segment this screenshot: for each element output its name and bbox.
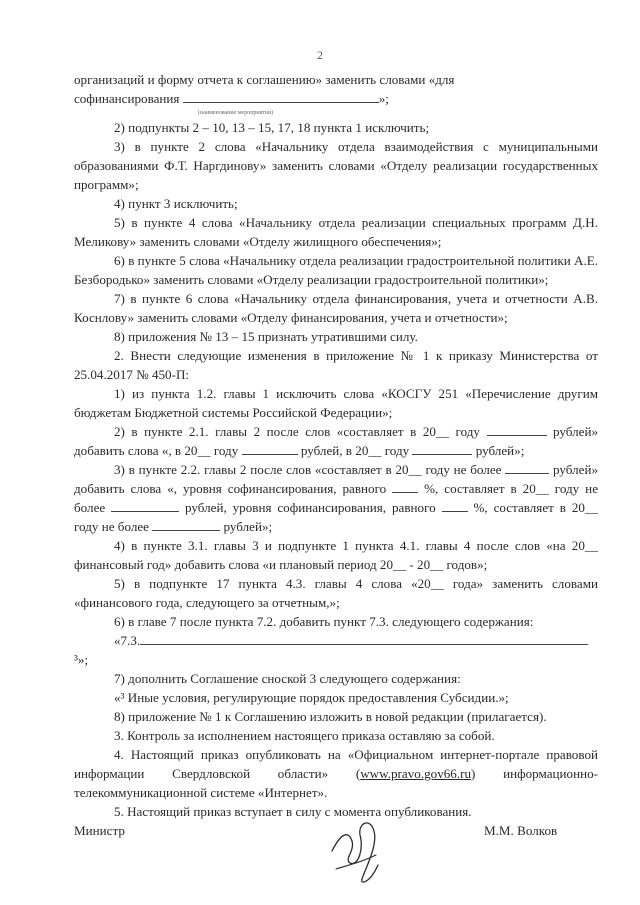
document-body [74, 70, 598, 821]
s2-item-6: 6) в главе 7 после пункта 7.2. добавить пункт 7.3. следующего содержания: [114, 614, 534, 629]
s2-item-2: 2) в пункте 2.1. главы 2 после слов «составляет в 20__ году рублей» добавить слова «, в 20__ году рублей, в 20__ году рублей»; [74, 424, 598, 458]
footnote-3: «³ Иные условия, регулирующие порядок предоставления Субсидии.»; [114, 690, 509, 705]
item-7: 7) в пункте 6 слова «Начальнику отдела финансирования, учета и отчетности А.В. Коснлову» заменить словами «Отделу финансирования, учета и отчетности»; [74, 291, 598, 325]
section-5: 5. Настоящий приказ вступает в силу с момента опубликования. [114, 804, 472, 819]
s2-item-6-text: «7.3.³»; [74, 631, 598, 669]
item-6: 6) в пункте 5 слова «Начальнику отдела реализации градостроительной политики А.Е. Безбородько» заменить словами «Отделу реализации градостроительной политики»; [74, 253, 598, 287]
blank-caption: (наименование мероприятия) [198, 110, 273, 116]
item-4: 4) пункт 3 исключить; [114, 196, 238, 211]
line-2: софинансирования »; [74, 91, 389, 106]
item-8: 8) приложения № 13 – 15 признать утратившими силу. [114, 329, 418, 344]
section-3: 3. Контроль за исполнением настоящего приказа оставляю за собой. [114, 728, 495, 743]
signatory-name: М.М. Волков [484, 823, 558, 838]
item-5: 5) в пункте 4 слова «Начальнику отдела реализации специальных программ Д.Н. Меликову» заменить словами «Отделу жилищного обеспечения»; [74, 215, 598, 249]
handwritten-signature [322, 805, 396, 889]
s2-item-8: 8) приложение № 1 к Соглашению изложить в новой редакции (прилагается). [114, 709, 547, 724]
line-1: организаций и форму отчета к соглашению» заменить словами «для [74, 72, 455, 87]
s2-item-5: 5) в подпункте 17 пункта 4.3. главы 4 слова «20__ года» заменить словами «финансового года, следующего за отчетным,»; [74, 576, 598, 610]
section-2: 2. Внести следующие изменения в приложение № 1 к приказу Министерства от 25.04.2017 № 450-П: [74, 348, 598, 382]
section-4: 4. Настоящий приказ опубликовать на «Официальном интернет-портале правовой информации Свердловской области» (www.pravo.gov66.ru) информационно-телекоммуникационной системе «Интернет». [74, 747, 598, 800]
s2-item-3: 3) в пункте 2.2. главы 2 после слов «составляет в 20__ году не более рублей» добавить слова «, уровня софинансирования, равного %, составляет в 20__ году не более рублей, уровня софинансирования, равного %, составляет в 20__ году не более рублей»; [74, 462, 599, 534]
s2-item-4: 4) в пункте 3.1. главы 3 и подпункте 1 пункта 4.1. главы 4 после слов «на 20__ финансовый год» добавить слова «и плановый период 20__ - 20__ годов»; [74, 538, 598, 572]
signatory-position: Министр [74, 823, 125, 838]
s2-item-7: 7) дополнить Соглашение сноской 3 следующего содержания: [114, 671, 461, 686]
item-2: 2) подпункты 2 – 10, 13 – 15, 17, 18 пункта 1 исключить; [114, 120, 430, 135]
portal-link[interactable]: www.pravo.gov66.ru [360, 766, 472, 781]
item-3: 3) в пункте 2 слова «Начальнику отдела взаимодействия с муниципальными образованиями Ф.Т. Наргдинову» заменить словами «Отделу реализации государственных программ»; [74, 139, 598, 192]
page-number: 2 [317, 48, 323, 62]
s2-item-1: 1) из пункта 1.2. главы 1 исключить слова «КОСГУ 251 «Перечисление другим бюджетам Бюджетной системы Российской Федерации»; [74, 386, 598, 420]
